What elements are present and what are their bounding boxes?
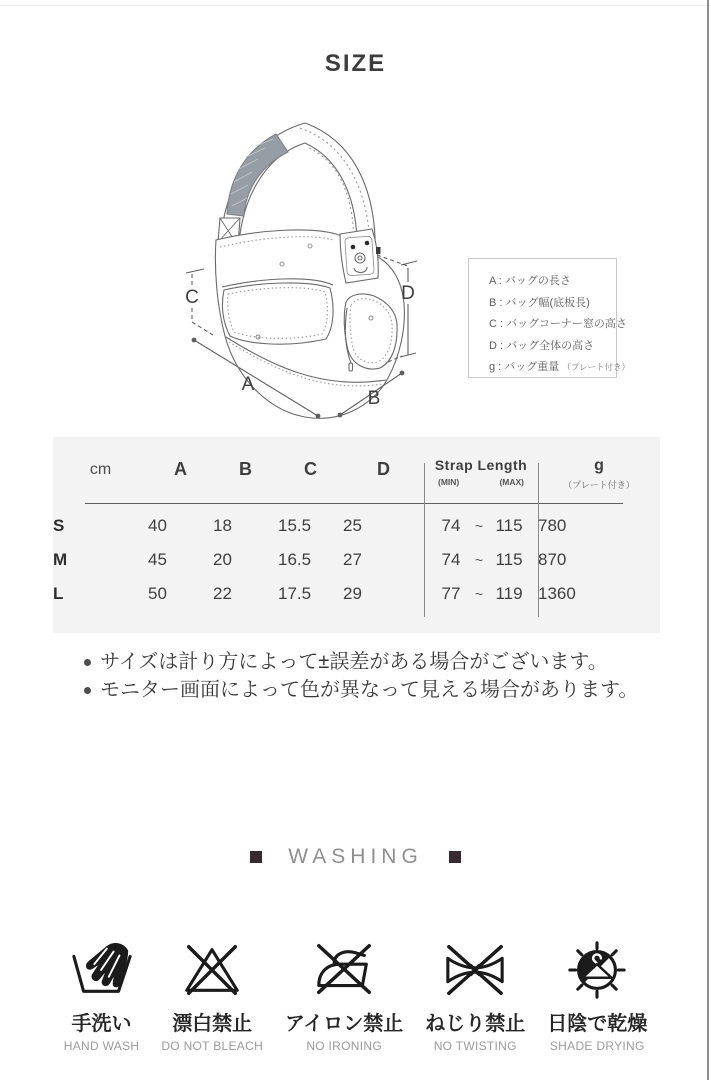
size-section-title: SIZE	[324, 50, 387, 77]
table-row-s	[53, 509, 660, 543]
washing-section-title: WASHING	[288, 845, 423, 868]
unit-header: cm	[89, 461, 112, 478]
cell-weight: 870	[538, 550, 567, 569]
do-not-bleach-icon	[180, 938, 244, 1002]
strap-minmax-labels	[424, 477, 538, 487]
size-table	[53, 437, 660, 633]
legend-item-g-sub: （プレート付き）	[562, 362, 631, 372]
care-item-do-not-bleach	[161, 938, 263, 1053]
strap-min-label: (MIN)	[438, 477, 460, 487]
cell-a: 40	[148, 516, 167, 535]
dim-label-d: D	[401, 283, 415, 304]
care-label-jp: 漂白禁止	[172, 1013, 253, 1035]
note-monitor-color: モニター画面によって色が異なって見える場合があります。	[84, 676, 638, 704]
cell-strap-range: 77 ~ 119	[441, 584, 523, 603]
care-item-no-twisting	[425, 938, 525, 1053]
cell-strap-range: 74 ~ 115	[441, 550, 523, 569]
table-row-l	[53, 577, 660, 611]
scrollbar[interactable]	[707, 0, 709, 1080]
strap-length-header: Strap Length	[434, 457, 528, 473]
legend-item-b: B : バッグ幅(底板長)	[489, 296, 590, 309]
legend-item-g: g : バッグ重量 （プレート付き）	[489, 361, 631, 373]
legend-item-d: D : バッグ全体の高さ	[489, 339, 595, 352]
dim-label-c: C	[185, 287, 199, 308]
shade-drying-icon	[565, 938, 629, 1002]
cell-b: 18	[213, 516, 232, 535]
care-item-shade-drying	[547, 938, 647, 1053]
care-label-en: DO NOT BLEACH	[161, 1039, 264, 1053]
cell-weight: 1360	[538, 584, 576, 603]
washing-section-header	[0, 845, 711, 869]
cell-weight: 780	[538, 516, 567, 535]
care-item-no-ironing	[285, 938, 403, 1053]
legend-item-c: C : バッグコーナー窓の高さ	[489, 318, 627, 330]
col-header-a: A	[174, 459, 187, 479]
cell-d: 27	[343, 550, 362, 569]
square-bullet-icon	[250, 851, 262, 863]
care-label-jp: 日陰で乾燥	[547, 1013, 648, 1035]
size-notes	[84, 648, 638, 704]
dimension-legend	[468, 258, 631, 378]
care-label-en: SHADE DRYING	[549, 1039, 645, 1053]
strap-max-label: (MAX)	[499, 477, 524, 487]
care-symbols-row	[0, 938, 711, 1053]
hand-wash-icon	[70, 938, 134, 1002]
dim-label-a: A	[241, 374, 255, 395]
legend-item-a: A : バッグの長さ	[489, 275, 571, 287]
size-label: M	[53, 550, 68, 569]
col-header-b: B	[239, 459, 252, 479]
care-label-jp: アイロン禁止	[285, 1013, 404, 1035]
no-twisting-icon	[443, 938, 507, 1002]
square-bullet-icon	[449, 851, 461, 863]
cell-b: 20	[213, 550, 232, 569]
cell-c: 16.5	[278, 550, 312, 569]
dim-label-b: B	[367, 388, 381, 409]
cell-c: 17.5	[278, 584, 312, 603]
cell-strap-range: 74 ~ 115	[441, 516, 523, 535]
care-label-jp: ねじり禁止	[425, 1013, 526, 1035]
care-label-en: NO TWISTING	[433, 1039, 517, 1053]
care-label-en: HAND WASH	[63, 1039, 140, 1053]
size-label: L	[53, 584, 64, 603]
table-row-m	[53, 543, 660, 577]
care-label-en: NO IRONING	[306, 1039, 382, 1053]
size-label: S	[53, 516, 65, 535]
weight-sub-label: （プレート付き）	[563, 480, 635, 490]
top-divider	[0, 5, 711, 6]
header-underline	[85, 503, 623, 504]
cell-d: 29	[343, 584, 362, 603]
bag-diagram	[172, 106, 472, 436]
no-ironing-icon	[312, 938, 376, 1002]
cell-c: 15.5	[278, 516, 312, 535]
cell-a: 45	[148, 550, 167, 569]
weight-header: g	[594, 457, 604, 474]
care-item-hand-wash	[64, 938, 140, 1053]
cell-b: 22	[213, 584, 232, 603]
care-label-jp: 手洗い	[71, 1013, 132, 1035]
col-header-c: C	[304, 459, 317, 479]
note-size-tolerance: サイズは計り方によって±誤差がある場合がございます。	[84, 648, 638, 676]
cell-a: 50	[148, 584, 167, 603]
cell-d: 25	[343, 516, 362, 535]
col-header-d: D	[377, 459, 390, 479]
